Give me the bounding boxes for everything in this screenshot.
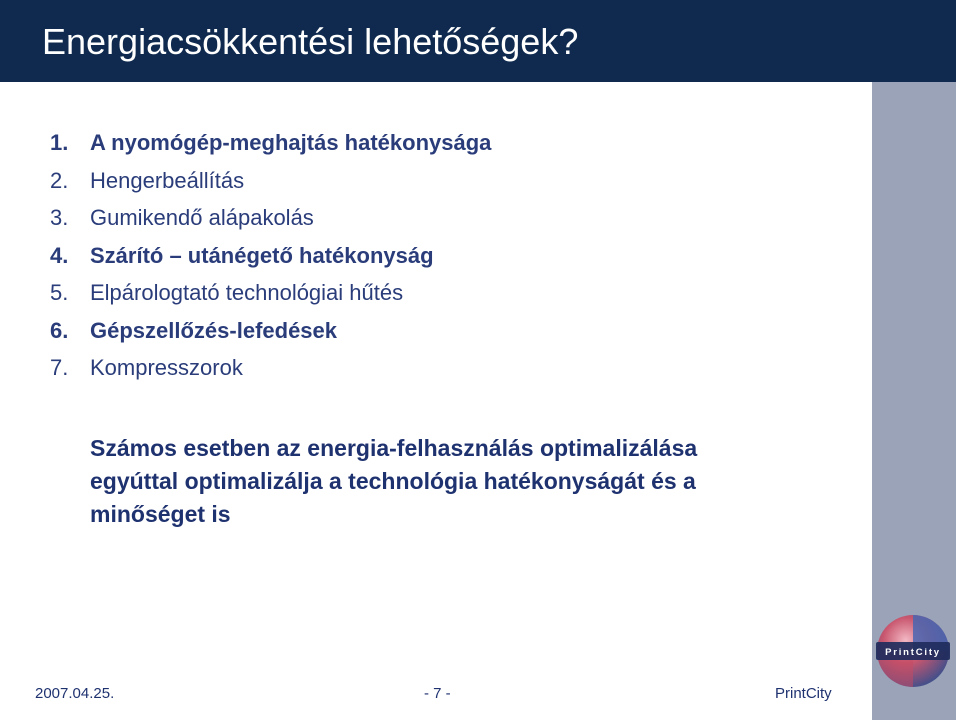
item-list xyxy=(50,124,491,387)
summary-line: minőséget is xyxy=(90,501,231,527)
item-text: Szárító – utánégető hatékonyság xyxy=(90,242,434,268)
item-number: 4. xyxy=(50,242,69,268)
list-item xyxy=(50,162,491,200)
item-number: 6. xyxy=(50,317,69,343)
item-text: Hengerbeállítás xyxy=(90,167,245,193)
item-text: A nyomógép-meghajtás hatékonysága xyxy=(90,130,492,155)
list-item xyxy=(50,274,491,312)
item-text: Gumikendő alápakolás xyxy=(90,205,314,230)
list-item xyxy=(50,349,491,387)
item-number: 3. xyxy=(50,205,69,230)
slide-title: Energiacsökkentési lehetőségek? xyxy=(42,21,579,62)
item-text: Gépszellőzés-lefedések xyxy=(90,317,338,343)
item-text: Elpárologtató technológiai hűtés xyxy=(90,280,404,305)
item-text: Kompresszorok xyxy=(90,355,243,380)
summary-text xyxy=(90,432,830,531)
list-item xyxy=(50,312,491,350)
logo-text: PrintCity xyxy=(885,647,941,658)
footer-brand: PrintCity xyxy=(775,685,832,702)
footer-page-number: - 7 - xyxy=(424,685,451,702)
list-item xyxy=(50,237,491,275)
list-item xyxy=(50,199,491,237)
title-bar xyxy=(0,0,956,82)
summary-line: Számos esetben az energia-felhasználás optimalizálása xyxy=(90,435,698,461)
item-number: 2. xyxy=(50,167,69,193)
item-number: 1. xyxy=(50,130,69,155)
footer-date: 2007.04.25. xyxy=(35,685,115,702)
list-item xyxy=(50,124,491,162)
printcity-logo-icon xyxy=(874,612,952,690)
item-number: 5. xyxy=(50,280,69,305)
item-number: 7. xyxy=(50,355,69,380)
summary-line: egyúttal optimalizálja a technológia hatékonyságát és a xyxy=(90,468,696,494)
